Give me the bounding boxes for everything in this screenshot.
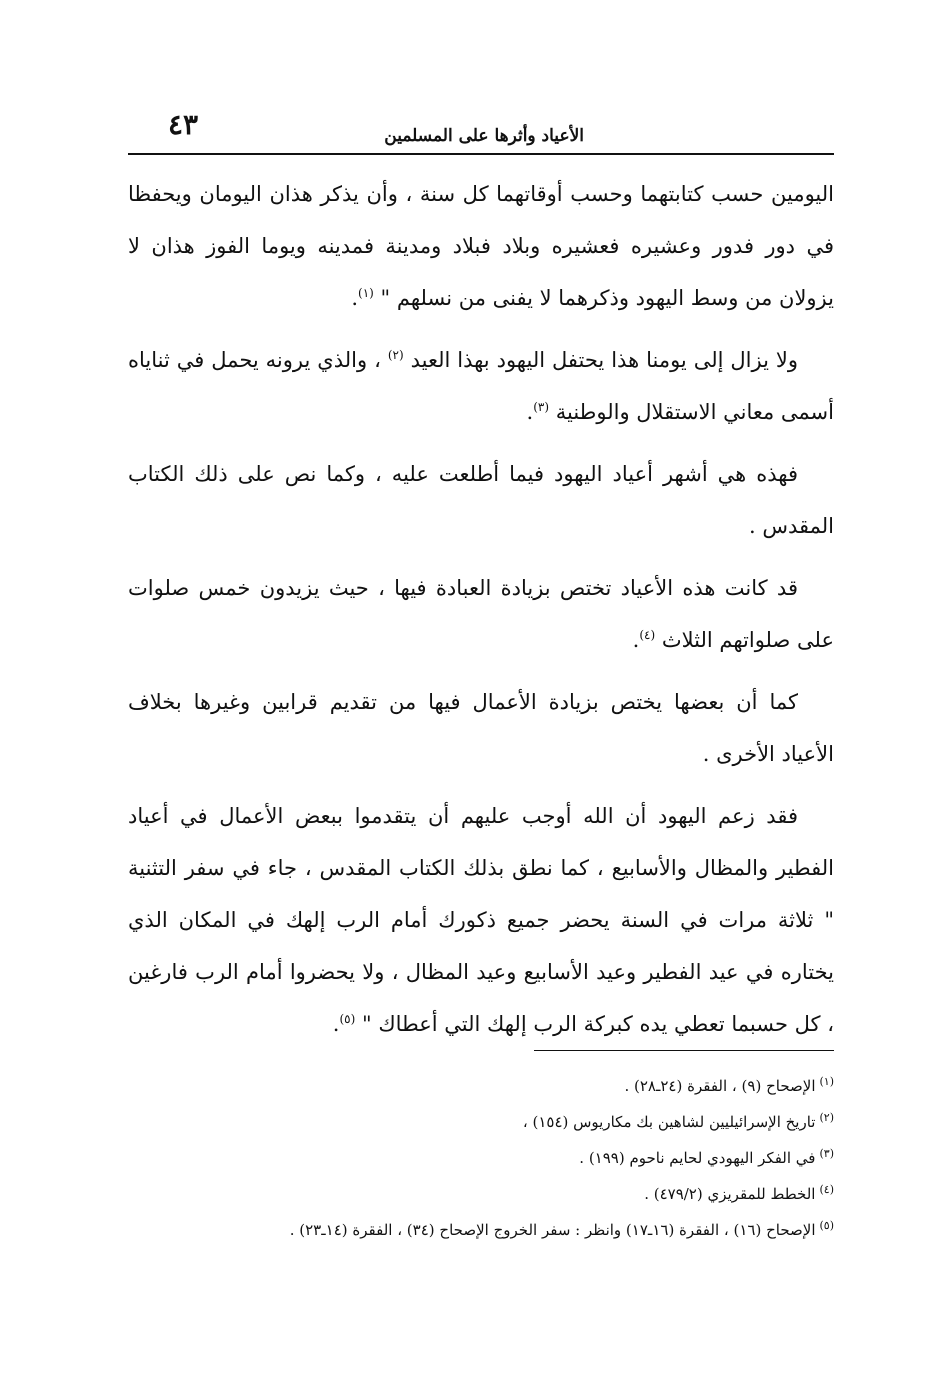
- paragraph-3: [128, 448, 834, 552]
- footnote-mark: (٣): [819, 1147, 834, 1160]
- paragraph-end: .: [632, 628, 640, 652]
- footnote-mark: (٤): [819, 1183, 834, 1196]
- footnote-mark: (٢): [819, 1111, 834, 1124]
- footnote-text: في الفكر اليهودي لحايم ناحوم (١٩٩) .: [579, 1149, 816, 1167]
- paragraph-end: .: [351, 286, 359, 310]
- footnote-3: [128, 1138, 834, 1174]
- running-title: الأعياد وأثرها على المسلمين: [384, 126, 584, 146]
- footnote-mark: (١): [819, 1075, 834, 1088]
- page-number: ٤٣: [168, 108, 199, 141]
- footnote-text: الخطط للمقريزي (٤٧٩/٢) .: [644, 1185, 816, 1203]
- paragraph-1: [128, 168, 834, 324]
- paragraph-5: [128, 676, 834, 780]
- paragraph-6: [128, 790, 834, 1050]
- footnote-2: [128, 1102, 834, 1138]
- paragraph-4: [128, 562, 834, 666]
- footnote-ref-5: (٥): [339, 1012, 356, 1026]
- paragraph-end: .: [526, 400, 534, 424]
- paragraph-text: فهذه هي أشهر أعياد اليهود فيما أطلعت عليه ، وكما نص على ذلك الكتاب المقدس .: [128, 462, 834, 538]
- footnote-ref-4: (٤): [639, 628, 656, 642]
- footnote-4: [128, 1174, 834, 1210]
- footnotes: [128, 1066, 834, 1246]
- footnote-1: [128, 1066, 834, 1102]
- header-divider: [128, 153, 834, 155]
- footnote-divider: [534, 1050, 834, 1051]
- main-text: [128, 168, 834, 1060]
- paragraph-2: [128, 334, 834, 438]
- paragraph-end: .: [332, 1012, 340, 1036]
- footnote-ref-2: (٢): [387, 348, 404, 362]
- paragraph-text: فقد زعم اليهود أن الله أوجب عليهم أن يتقدموا ببعض الأعمال في أعياد الفطير والمظال والأسابيع ، كما نطق بذلك الكتاب المقدس ، جاء في سفر التثنية " ثلاثة مرات في السنة يحضر جميع ذكورك أمام الرب إلهك في المكان الذي يختاره في عيد الفطير وعيد الأسابيع وعيد المظال ، ولا يحضروا أمام الرب فارغين ، كل حسبما تعطي يده كبركة الرب إلهك التي أعطاك ": [128, 804, 834, 1036]
- page-header: [128, 108, 834, 154]
- footnote-5: [128, 1210, 834, 1246]
- paragraph-text: ولا يزال إلى يومنا هذا يحتفل اليهود بهذا العيد: [403, 348, 798, 372]
- paragraph-text: قد كانت هذه الأعياد تختص بزيادة العبادة فيها ، حيث يزيدون خمس صلوات على صلواتهم الثلاث: [128, 576, 834, 652]
- footnote-text: الإصحاح (١٦) ، الفقرة (١٦ـ١٧) وانظر : سفر الخروج الإصحاح (٣٤) ، الفقرة (١٤ـ٢٣) .: [289, 1221, 816, 1239]
- footnote-mark: (٥): [819, 1219, 834, 1232]
- footnote-ref-1: (١): [358, 286, 374, 300]
- paragraph-text-continued: ، والذي يرونه يحمل في ثناياه أسمى معاني الاستقلال والوطنية: [128, 348, 834, 424]
- footnote-ref-3: (٣): [533, 400, 550, 414]
- footnote-text: تاريخ الإسرائيليين لشاهين بك مكاريوس (١٥٤) ،: [522, 1113, 816, 1131]
- paragraph-text: كما أن بعضها يختص بزيادة الأعمال فيها من تقديم قرابين وغيرها بخلاف الأعياد الأخرى .: [128, 690, 834, 766]
- footnote-text: الإصحاح (٩) ، الفقرة (٢٤ـ٢٨) .: [624, 1077, 816, 1095]
- paragraph-text: اليومين حسب كتابتهما وحسب أوقاتهما كل سنة ، وأن يذكر هذان اليومان ويحفظا في دور فدور وعشيره فعشيره وبلاد فبلاد ومدينة فمدينه ويوما الفوز هذان لا يزولان من وسط اليهود وذكرهما لا يفنى من نسلهم ": [128, 182, 834, 310]
